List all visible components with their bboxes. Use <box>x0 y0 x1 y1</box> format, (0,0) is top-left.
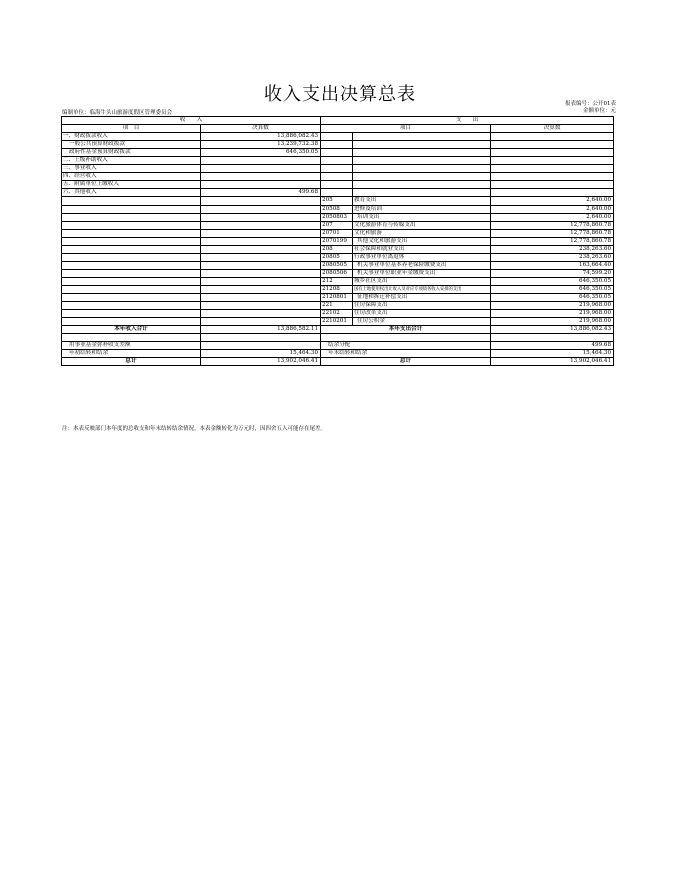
expense-name-cell: 教育支出 <box>353 197 491 205</box>
expense-name-cell <box>353 189 491 197</box>
section-header-row <box>62 117 614 125</box>
income-amount-cell <box>201 245 321 253</box>
income-amount-cell <box>201 165 321 173</box>
expense-name-cell: 其他文化和旅游支出 <box>353 237 491 245</box>
expense-amount-cell <box>491 133 614 141</box>
expense-amount-cell: 238,263.60 <box>491 245 614 253</box>
expense-name-cell: 国有土地使用权出让收入及对应专项债务收入安排的支出 <box>353 285 491 293</box>
table-row <box>62 157 614 165</box>
expense-section-header: 支 出 <box>321 117 614 125</box>
expense-code-cell: 20508 <box>321 205 353 213</box>
income-item-cell <box>62 310 201 318</box>
expense-amount-cell: 646,350.05 <box>491 277 614 285</box>
expense-name-cell: 文化旅游体育与传媒支出 <box>353 221 491 229</box>
expense-code-cell: 2210201 <box>321 318 353 326</box>
income-item-cell: 一般公共预算财政拨款 <box>62 141 201 149</box>
income-amount-cell <box>201 229 321 237</box>
blank-cell <box>62 334 201 342</box>
expense-name-cell: 行政事业单位离退休 <box>353 253 491 261</box>
table-row <box>62 181 614 189</box>
income-amount-cell: 13,239,732.38 <box>201 141 321 149</box>
income-total-amount: 13,886,582.11 <box>201 326 321 334</box>
income-amount-cell <box>201 221 321 229</box>
income-amount-cell: 13,886,082.43 <box>201 133 321 141</box>
report-title: 收入支出决算总表 <box>264 84 416 105</box>
income-item-cell <box>62 205 201 213</box>
income-item-cell <box>62 237 201 245</box>
expense-name-cell: 培训支出 <box>353 213 491 221</box>
expense-amount-cell: 163,664.40 <box>491 261 614 269</box>
expense-amount-cell: 219,968.00 <box>491 302 614 310</box>
income-amount-cell <box>201 277 321 285</box>
expense-name-cell: 进修及培训 <box>353 205 491 213</box>
income-item-cell <box>62 318 201 326</box>
expense-amount-cell <box>491 165 614 173</box>
expense-amount-cell: 2,640.00 <box>491 213 614 221</box>
expense-name-cell: 社会保障和就业支出 <box>353 245 491 253</box>
expense-code-cell: 20701 <box>321 229 353 237</box>
expense-amount-cell <box>491 141 614 149</box>
report-number: 报表编号：公开01表 <box>565 101 616 107</box>
grand-total-amount-left: 13,902,046.41 <box>201 358 321 366</box>
organization-name: 编制单位：临海牛头山旅游度假区管理委员会 <box>62 110 173 116</box>
table-row <box>62 285 614 293</box>
expense-amount-cell: 646,350.05 <box>491 285 614 293</box>
expense-code-cell <box>321 157 353 165</box>
expense-code-cell: 20805 <box>321 253 353 261</box>
income-amount-cell <box>201 294 321 302</box>
expense-name-cell <box>353 173 491 181</box>
grand-total-label-right: 总计 <box>321 358 491 366</box>
income-item-cell <box>62 294 201 302</box>
expense-name-cell <box>353 149 491 157</box>
closing-balance-amount: 15,464.30 <box>491 350 614 358</box>
income-section-header: 收 入 <box>62 117 321 125</box>
fund-offset-label: 用事业基金弥补收支差额 <box>62 342 201 350</box>
income-amount-cell <box>201 253 321 261</box>
expense-code-cell: 205 <box>321 197 353 205</box>
table-row <box>62 261 614 269</box>
expense-code-cell: 2050803 <box>321 213 353 221</box>
expense-amount-cell: 12,778,860.78 <box>491 221 614 229</box>
income-amount-cell: 646,350.05 <box>201 149 321 157</box>
blank-cell <box>321 334 491 342</box>
table-row <box>62 237 614 245</box>
income-amount-cell <box>201 269 321 277</box>
income-item-header: 项 目 <box>62 125 201 133</box>
income-item-cell: 五、附属单位上缴收入 <box>62 181 201 189</box>
expense-item-header: 项目 <box>321 125 491 133</box>
income-amount-cell <box>201 261 321 269</box>
expense-name-cell: 机关事业单位基本养老保险缴费支出 <box>353 261 491 269</box>
table-row <box>62 294 614 302</box>
expense-name-cell: 住房公积金 <box>353 318 491 326</box>
expense-code-cell <box>321 181 353 189</box>
expense-code-cell <box>321 133 353 141</box>
column-header-row <box>62 125 614 133</box>
income-item-cell <box>62 285 201 293</box>
expense-amount-cell <box>491 189 614 197</box>
opening-balance-label: 年初结转和结余 <box>62 350 201 358</box>
expense-amount-cell: 2,640.00 <box>491 197 614 205</box>
expense-code-cell: 212 <box>321 277 353 285</box>
expense-code-cell: 208 <box>321 245 353 253</box>
income-amount-cell <box>201 213 321 221</box>
table-row <box>62 165 614 173</box>
table-row <box>62 229 614 237</box>
income-amount-cell <box>201 318 321 326</box>
expense-code-cell <box>321 141 353 149</box>
table-row <box>62 334 614 342</box>
expense-code-cell: 2080505 <box>321 261 353 269</box>
table-row <box>62 141 614 149</box>
expense-amount-header: 决算数 <box>491 125 614 133</box>
expense-name-cell <box>353 141 491 149</box>
table-row <box>62 302 614 310</box>
expense-name-cell: 住房保障支出 <box>353 302 491 310</box>
income-amount-cell <box>201 157 321 165</box>
income-item-cell: 政府性基金预算财政拨款 <box>62 149 201 157</box>
income-amount-cell: 499.68 <box>201 189 321 197</box>
expense-amount-cell <box>491 157 614 165</box>
expense-code-cell: 21208 <box>321 285 353 293</box>
expense-amount-cell <box>491 181 614 189</box>
expense-name-cell: 机关事业单位职业年金缴费支出 <box>353 269 491 277</box>
income-amount-cell <box>201 205 321 213</box>
expense-amount-cell: 219,968.00 <box>491 310 614 318</box>
surplus-distribution-label: 结余分配 <box>321 342 491 350</box>
table-row <box>62 205 614 213</box>
income-amount-cell <box>201 173 321 181</box>
blank-cell <box>491 334 614 342</box>
expense-name-cell: 征地和拆迁补偿支出 <box>353 294 491 302</box>
income-amount-cell <box>201 285 321 293</box>
expense-amount-cell <box>491 173 614 181</box>
expense-code-cell <box>321 189 353 197</box>
expense-code-cell <box>321 165 353 173</box>
table-row <box>62 326 614 334</box>
income-item-cell <box>62 213 201 221</box>
income-item-cell <box>62 302 201 310</box>
expense-name-cell: 住房改革支出 <box>353 310 491 318</box>
expense-code-cell: 22102 <box>321 310 353 318</box>
table-row <box>62 245 614 253</box>
expense-amount-cell: 74,599.20 <box>491 269 614 277</box>
income-item-cell <box>62 261 201 269</box>
expense-code-cell: 2070199 <box>321 237 353 245</box>
table-row <box>62 149 614 157</box>
income-item-cell <box>62 269 201 277</box>
table-row <box>62 197 614 205</box>
expense-total-amount: 13,886,082.43 <box>491 326 614 334</box>
expense-amount-cell: 646,350.05 <box>491 294 614 302</box>
expense-name-cell <box>353 157 491 165</box>
currency-unit: 金额单位：元 <box>582 108 616 114</box>
surplus-distribution-amount: 499.68 <box>491 342 614 350</box>
expense-code-cell: 221 <box>321 302 353 310</box>
expense-code-cell: 2120801 <box>321 294 353 302</box>
table-row <box>62 350 614 358</box>
expense-name-cell <box>353 165 491 173</box>
table-row <box>62 173 614 181</box>
expense-total-label: 本年支出合计 <box>321 326 491 334</box>
budget-table <box>61 116 614 366</box>
report-meta <box>565 101 616 115</box>
income-item-cell <box>62 253 201 261</box>
income-item-cell: 二、上级补助收入 <box>62 157 201 165</box>
expense-amount-cell: 219,968.00 <box>491 318 614 326</box>
income-amount-cell <box>201 197 321 205</box>
opening-balance-amount: 15,464.30 <box>201 350 321 358</box>
expense-amount-cell: 238,263.60 <box>491 253 614 261</box>
fund-offset-amount <box>201 342 321 350</box>
table-row <box>62 277 614 285</box>
expense-amount-cell: 2,640.00 <box>491 205 614 213</box>
table-row <box>62 269 614 277</box>
footnote: 注：本表反映部门本年度的总收支和年末结转结余情况。本表金额转化为万元时，因四舍五入可能存在尾差。 <box>62 426 327 432</box>
expense-name-cell: 文化和旅游 <box>353 229 491 237</box>
table-row <box>62 213 614 221</box>
closing-balance-label: 年末结转和结余 <box>321 350 491 358</box>
expense-code-cell: 2080506 <box>321 269 353 277</box>
income-item-cell <box>62 197 201 205</box>
table-row <box>62 133 614 141</box>
income-item-cell: 六、其他收入 <box>62 189 201 197</box>
income-item-cell <box>62 221 201 229</box>
expense-amount-cell <box>491 149 614 157</box>
grand-total-amount-right: 13,902,046.41 <box>491 358 614 366</box>
grand-total-label-left: 总计 <box>62 358 201 366</box>
table-row <box>62 342 614 350</box>
income-item-cell: 三、事业收入 <box>62 165 201 173</box>
table-row <box>62 310 614 318</box>
expense-code-cell: 207 <box>321 221 353 229</box>
table-row <box>62 318 614 326</box>
expense-name-cell <box>353 133 491 141</box>
expense-name-cell <box>353 181 491 189</box>
blank-cell <box>201 334 321 342</box>
table-row <box>62 358 614 366</box>
expense-code-cell <box>321 149 353 157</box>
table-row <box>62 253 614 261</box>
income-item-cell: 一、财政拨款收入 <box>62 133 201 141</box>
table-row <box>62 189 614 197</box>
expense-name-cell: 城乡社区支出 <box>353 277 491 285</box>
income-item-cell <box>62 229 201 237</box>
expense-amount-cell: 12,778,860.78 <box>491 229 614 237</box>
income-item-cell <box>62 277 201 285</box>
income-amount-header: 决算数 <box>201 125 321 133</box>
income-amount-cell <box>201 302 321 310</box>
income-item-cell: 四、经营收入 <box>62 173 201 181</box>
expense-code-cell <box>321 173 353 181</box>
expense-amount-cell: 12,778,860.78 <box>491 237 614 245</box>
income-amount-cell <box>201 181 321 189</box>
income-item-cell <box>62 245 201 253</box>
income-amount-cell <box>201 310 321 318</box>
table-row <box>62 221 614 229</box>
income-amount-cell <box>201 237 321 245</box>
income-total-label: 本年收入合计 <box>62 326 201 334</box>
